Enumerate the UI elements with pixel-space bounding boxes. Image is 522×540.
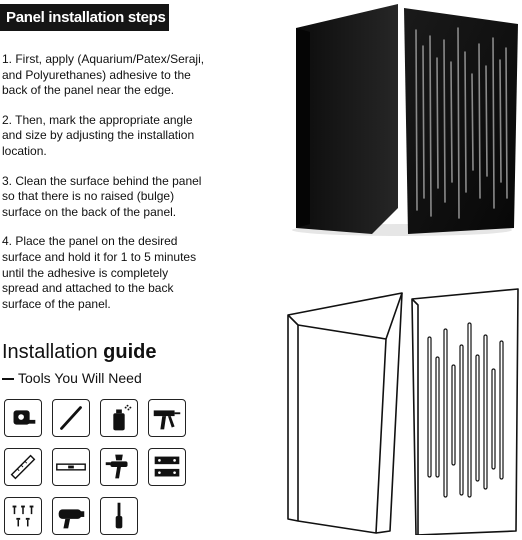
steps-banner — [0, 4, 169, 31]
diffuser-panel-line-drawing — [272, 285, 520, 535]
screwdriver-icon — [100, 497, 138, 535]
spirit-level-icon — [52, 448, 90, 486]
installation-guide-title — [2, 341, 157, 364]
step-4: 4. Place the panel on the desired surface and hold it for 1 to 5 minutes until the adhesive is completely spread and attached to the back surface of the panel. — [2, 234, 197, 311]
caulking-gun-icon — [148, 399, 186, 437]
pencil-icon — [52, 399, 90, 437]
tools-subtitle-text: Tools You Will Need — [18, 370, 142, 386]
spray-can-icon — [100, 399, 138, 437]
steps-list — [2, 52, 207, 326]
tape-measure-icon — [4, 399, 42, 437]
step-2: 2. Then, mark the appropriate angle and size by adjusting the installation location. — [2, 112, 195, 158]
mounting-bracket-icon — [148, 448, 186, 486]
dash-mark — [2, 378, 14, 380]
banner-title: Panel installation steps — [6, 9, 166, 26]
black-diffuser-panel-photo — [290, 2, 518, 237]
screws-icon — [4, 497, 42, 535]
step-1: 1. First, apply (Aquarium/Patex/Seraji, and Polyurethanes) adhesive to the back of the panel near the edge. — [2, 52, 205, 98]
step-3: 3. Clean the surface behind the panel so that there is no raised (bulge) surface on the back of the panel. — [2, 173, 202, 219]
tools-subtitle — [2, 370, 142, 386]
ruler-icon — [4, 448, 42, 486]
hair-dryer-icon — [52, 497, 90, 535]
guide-title-light: Installation — [2, 341, 104, 363]
guide-title-bold: guide — [103, 341, 157, 363]
spray-gun-icon — [100, 448, 138, 486]
